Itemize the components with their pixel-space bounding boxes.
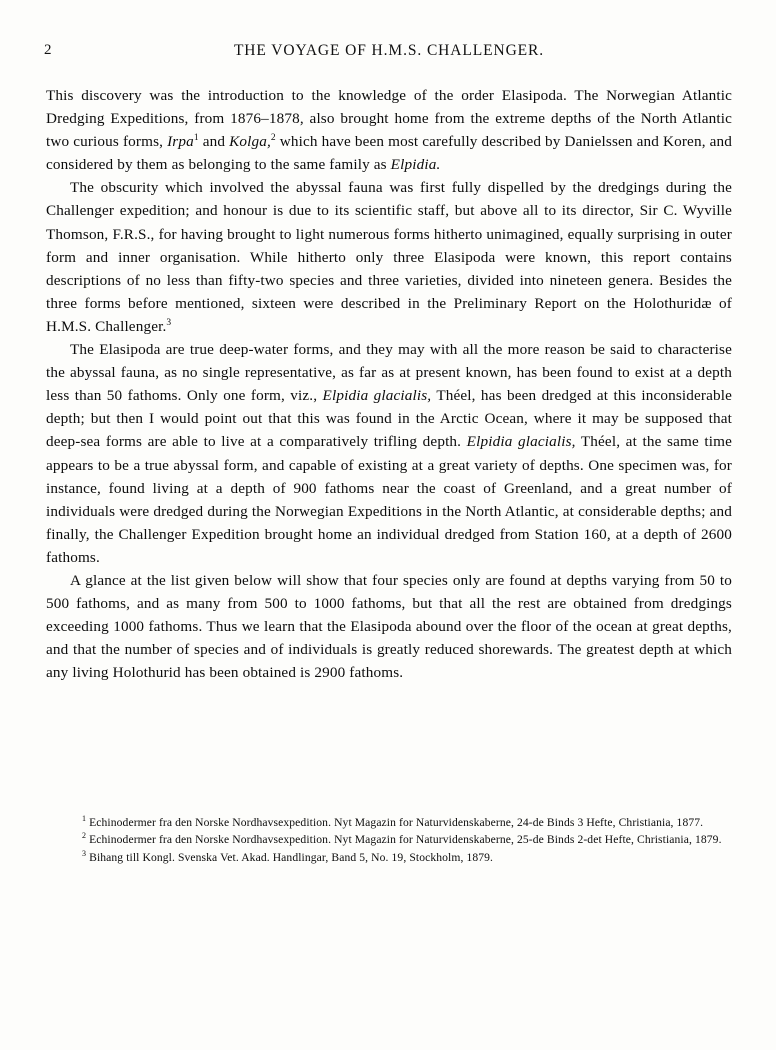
footnote-marker: 3 [82,848,87,858]
italic-term: Irpa [167,133,194,151]
italic-term: Kolga, [229,133,271,151]
page-header [44,42,734,64]
footnote-2: $^2$ Echinodermer fra den Norske Nordhavsexpedition. Nyt Magazin for Naturvidenskaberne, 25-de Binds 2-det Hefte, Christiania, 1879. [82,831,722,847]
footnote-reference: 1 [193,133,199,144]
footnote-block [46,815,732,866]
footnote-reference: 2 [270,133,276,144]
footnote-3: $^3$ Bihang till Kongl. Svenska Vet. Akad. Handlingar, Band 5, No. 19, Stockholm, 1879. [82,848,494,864]
footnote-reference: 3 [166,317,172,328]
italic-term: Elpidia. [390,156,441,174]
footnote-marker: 1 [82,814,87,824]
page-number: 2 [44,42,52,58]
body-text [46,84,732,684]
paragraph-2: The obscurity which involved the abyssal fauna was first fully dispelled by the dredgings during the Challenger expedition; and honour is due to its scientific staff, but above all to its director, Sir C. Wyville Thomson, F.R.S., for having brought to light numerous forms hitherto unimagined, equally surprising in outer form and inner organisation. While hitherto only three Elasipoda were known, this report contains descriptions of no less than fifty-two species and three varieties, divided into nineteen genera. Besides the three forms before mentioned, sixteen were described in the Preliminary Report on the Holothuridæ of H.M.S. Challenger.$^3$ [46,179,732,335]
footnote-1: $^1$ Echinodermer fra den Norske Nordhavsexpedition. Nyt Magazin for Naturvidenskaberne, 24-de Binds 3 Hefte, Christiania, 1877. [82,814,704,829]
running-head: THE VOYAGE OF H.M.S. CHALLENGER. [233,42,545,59]
paragraph-3: The Elasipoda are true deep-water forms, and they may with all the more reason be said to characterise the abyssal fauna, as no single representative, as far as at present known, has been found to exist at a depth less than 50 fathoms. Only one form, viz., Elpidia glacialis, Théel, has been dredged at this inconsiderable depth; but then I would point out that this was found in the Arctic Ocean, where it may be supposed that deep-sea forms are able to live at a comparatively trifling depth. Elpidia glacialis, Théel, at the same time appears to be a true abyssal form, and capable of existing at a great variety of depths. One specimen was, for instance, found living at a depth of 900 fathoms near the coast of Greenland, and a great number of individuals were dredged during the Norwegian Expeditions in the North Atlantic, at considerable depths; and finally, the Challenger Expedition brought home an individual dredged from Station 160, at a depth of 2600 fathoms. [46,341,732,566]
paragraph-1: This discovery was the introduction to the knowledge of the order Elasipoda. The Norwegian Atlantic Dredging Expeditions, from 1876–1878, also brought home from the extreme depths of the North Atlantic two curious forms, Irpa$^1$ and Kolga,$^2$ which have been most carefully described by Danielssen and Koren, and considered by them as belonging to the same family as Elpidia. [46,87,732,174]
italic-term: Elpidia glacialis, [322,387,432,405]
paragraph-4: A glance at the list given below will show that four species only are found at depths varying from 50 to 500 fathoms, and as many from 500 to 1000 fathoms, but that all the rest are obtained from dredgings exceeding 1000 fathoms. Thus we learn that the Elasipoda abound over the floor of the ocean at great depths, and that the number of species and of individuals is greatly reduced shorewards. The greatest depth at which any living Holothurid has been obtained is 2900 fathoms. [46,571,732,682]
italic-term: Elpidia glacialis, [466,433,576,451]
footnote-marker: 2 [82,831,87,841]
